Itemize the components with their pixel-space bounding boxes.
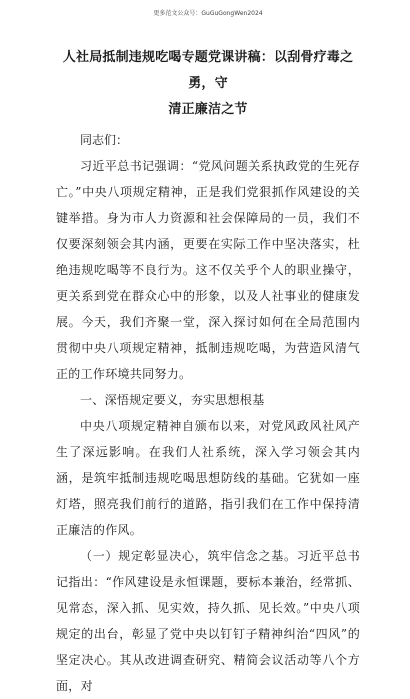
greeting: 同志们：: [80, 133, 129, 147]
section-heading-1: 一、深悟规定要义，夯实思想根基: [80, 393, 265, 407]
title-line-2: 清正廉洁之节: [168, 102, 248, 117]
paragraph-subsection-1: （一）规定彰显决心，筑牢信念之基。习近平总书记指出：“作风建设是永恒课题，要标本兼治，经常抓、见常态，深入抓、见实效，持久抓、见长效。”中央八项规定的出台，彰显了党中央以钉钉子精神纠治“四风”的坚定决心。其从改进调查研究、精简会议活动等八个方面，对: [56, 549, 360, 693]
header-watermark: 更多范文公众号：GuGuGongWen2024: [153, 10, 263, 17]
document-title: [56, 45, 360, 123]
paragraph-intro: 习近平总书记强调：“党风问题关系执政党的生死存亡。”中央八项规定精神，正是我们党狠抓作风建设的关键举措。身为市人力资源和社会保障局的一员，我们不仅要深刻领会其内涵，更要在实际工作中坚决落实，杜绝违规吃喝等不良行为。这不仅关乎个人的职业操守，更关系到党在群众心中的形象，以及人社事业的健康发展。今天，我们齐聚一堂，深入探讨如何在全局范围内贯彻中央八项规定精神，抵制违规吃喝，为营造风清气正的工作环境共同努力。: [56, 159, 360, 381]
title-line-1: 人社局抵制违规吃喝专题党课讲稿：以刮骨疗毒之勇，守: [62, 50, 354, 91]
paragraph-section-1: 中央八项规定精神自颁布以来，对党风政风社风产生了深远影响。在我们人社系统，深入学习领会其内涵，是筑牢抵制违规吃喝思想防线的基础。它犹如一座灯塔，照亮我们前行的道路，指引我们在工作中保持清正廉洁的作风。: [56, 419, 360, 537]
